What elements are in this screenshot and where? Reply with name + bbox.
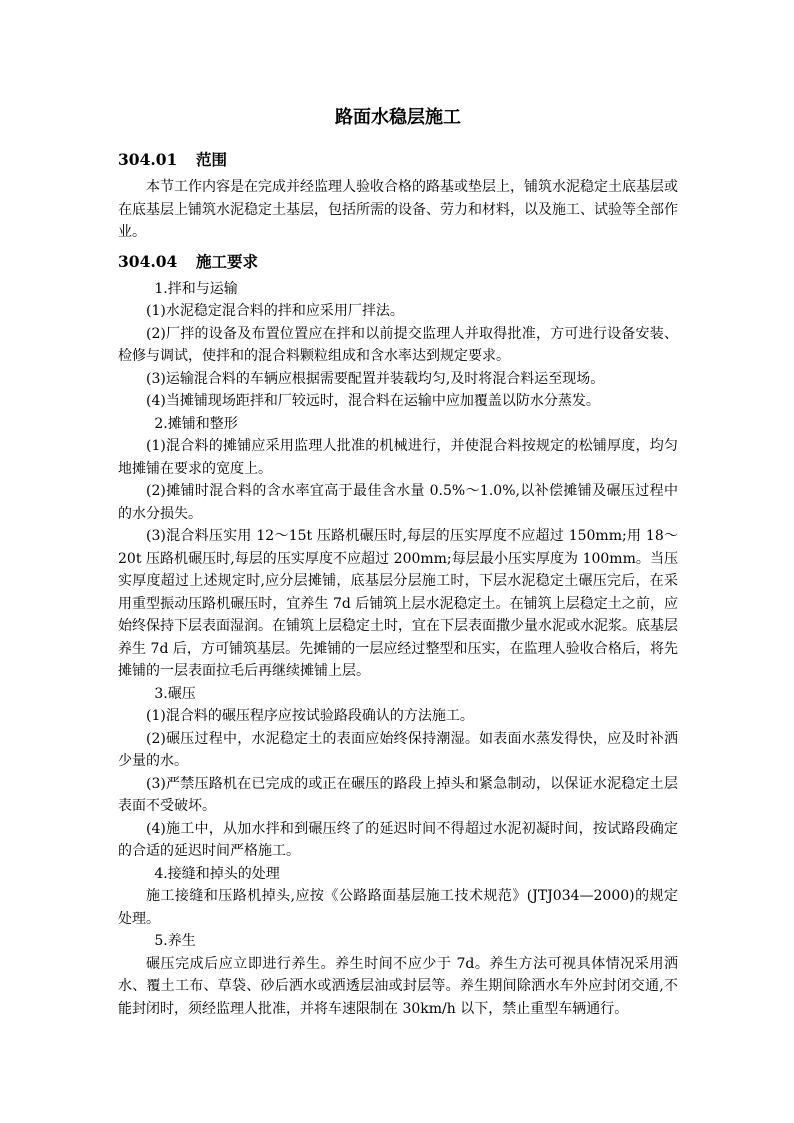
paragraph: (1)混合料的摊铺应采用监理人批准的机械进行，并使混合料按规定的松铺厚度，均匀地摊铺在要求的宽度上。 bbox=[118, 438, 678, 477]
paragraph: (3)严禁压路机在已完成的或正在碾压的路段上掉头和紧急制动，以保证水泥稳定土层表面不受破坏。 bbox=[118, 775, 678, 814]
paragraph: (4)当摊铺现场距拌和厂较远时，混合料在运输中应加覆盖以防水分蒸发。 bbox=[146, 393, 600, 409]
paragraph: (1)混合料的碾压程序应按试验路段确认的方法施工。 bbox=[146, 708, 474, 724]
subsection-heading: 5.养生 bbox=[154, 933, 196, 949]
paragraph: (3)混合料压实用 12～15t 压路机碾压时,每层的压实厚度不应超过 150mm;用 18～20t 压路机碾压时,每层的压实厚度不应超过 200mm;每层最小压实厚度为 100mm。当压实厚度超过上述规定时,应分层摊铺，底基层分层施工时，下层水泥稳定土碾压完后，在采用重型振动压路机碾压时，宜养生 7d 后铺筑上层水泥稳定土。在铺筑上层稳定土之前，应始终保持下层表面湿润。在铺筑上层稳定土时，宜在下层表面撒少量水泥或水泥浆。底基层养生 7d 后，方可铺筑基层。先摊铺的一层应经过整型和压实，在监理人验收合格后，将先摊铺的一层表面拉毛后再继续摊铺上层。 bbox=[118, 528, 678, 679]
subsection-heading: 1.拌和与运输 bbox=[154, 280, 238, 297]
document-title: 路面水稳层施工 bbox=[335, 107, 461, 128]
paragraph: (4)施工中，从加水拌和到碾压终了的延迟时间不得超过水泥初凝时间，按试路段确定的合适的延迟时间严格施工。 bbox=[118, 820, 678, 859]
paragraph: 施工接缝和压路机掉头,应按《公路路面基层施工技术规范》(JTJ034—2000)的规定处理。 bbox=[118, 888, 678, 927]
section-title: 范围 bbox=[196, 150, 228, 169]
subsection-heading: 4.接缝和掉头的处理 bbox=[154, 865, 280, 882]
paragraph: (2)碾压过程中，水泥稳定土的表面应始终保持潮湿。如表面水蒸发得快，应及时补洒少量的水。 bbox=[118, 730, 678, 769]
paragraph: 碾压完成后应立即进行养生。养生时间不应少于 7d。养生方法可视具体情况采用洒水、覆土工布、草袋、砂后洒水或洒透层油或封层等。养生期间除洒水车外应封闭交通,不能封闭时，须经监理人批准，并将车速限制在 30km/h 以下，禁止重型车辆通行。 bbox=[118, 955, 678, 1017]
document-page bbox=[118, 104, 678, 1020]
paragraph: (1)水泥稳定混合料的拌和应采用厂拌法。 bbox=[146, 303, 404, 319]
section-number: 304.04 bbox=[118, 251, 178, 271]
paragraph: 本节工作内容是在完成并经监理人验收合格的路基或垫层上，铺筑水泥稳定土底基层或在底基层上铺筑水泥稳定土基层，包括所需的设备、劳力和材料，以及施工、试验等全部作业。 bbox=[118, 179, 678, 240]
paragraph: (3)运输混合料的车辆应根据需要配置并装载均匀,及时将混合料运至现场。 bbox=[146, 370, 605, 387]
subsection-heading: 3.碾压 bbox=[154, 685, 196, 702]
paragraph: (2)摊铺时混合料的含水率宜高于最佳含水量 0.5%～1.0%,以补偿摊铺及碾压过程中的水分损失。 bbox=[118, 483, 678, 522]
paragraph: (2)厂拌的设备及布置位置应在拌和以前提交监理人并取得批准，方可进行设备安装、检修与调试，使拌和的混合料颗粒组成和含水率达到规定要求。 bbox=[118, 325, 678, 364]
section-title: 施工要求 bbox=[196, 251, 259, 271]
section-number: 304.01 bbox=[118, 150, 178, 169]
subsection-heading: 2.摊铺和整形 bbox=[154, 415, 238, 432]
section-heading bbox=[118, 250, 678, 274]
section-heading bbox=[118, 148, 678, 172]
